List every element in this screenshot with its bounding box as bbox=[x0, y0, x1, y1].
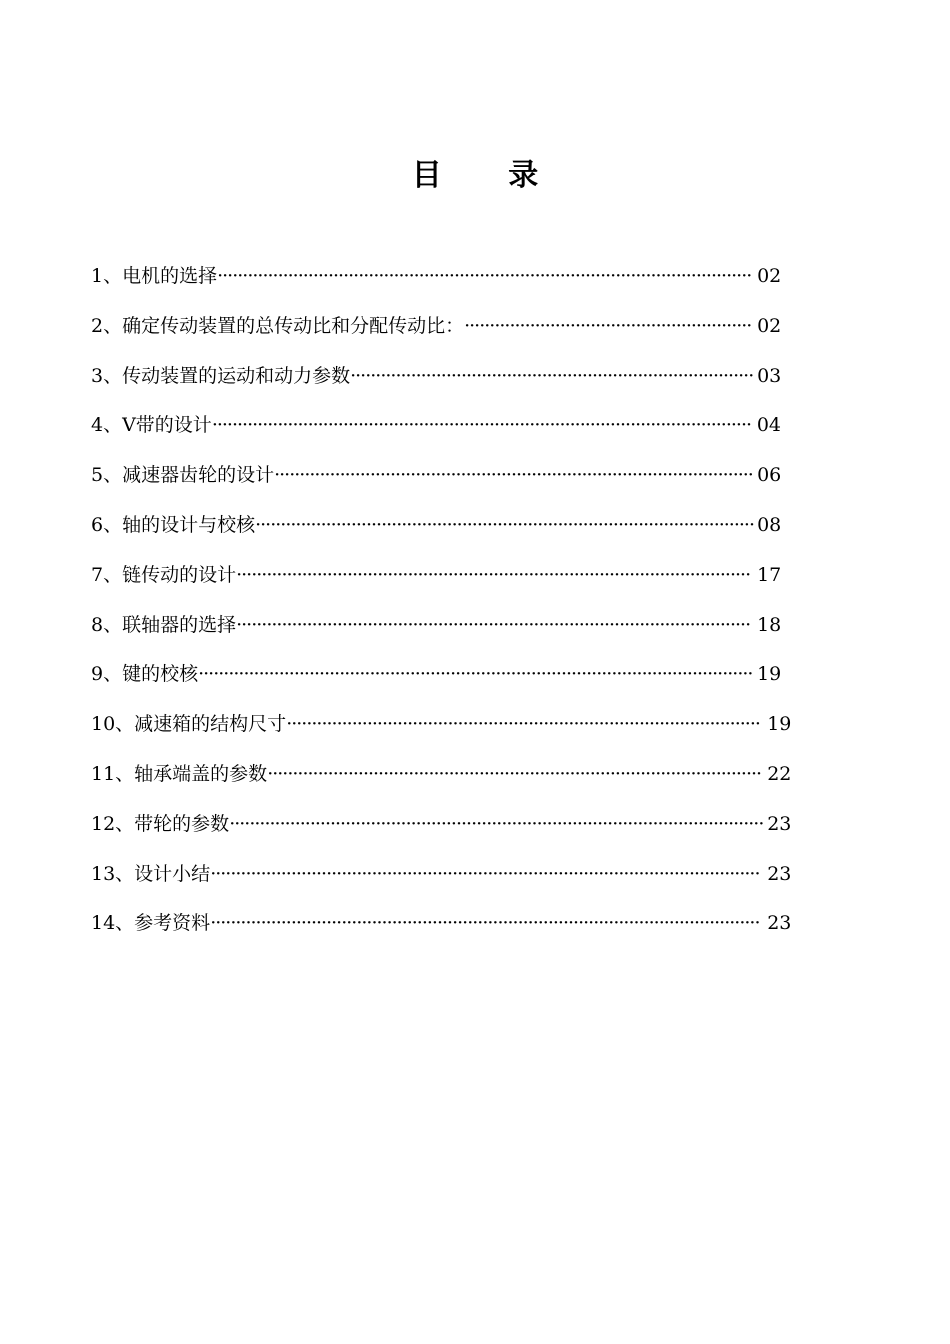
toc-entry-page: 23 bbox=[767, 862, 792, 885]
toc-entry-label: 10、减速箱的结构尺寸 bbox=[91, 713, 287, 736]
toc-entry-label: 3、传动装置的运动和动力参数 bbox=[91, 364, 351, 387]
toc-entry-label: 9、键的校核 bbox=[91, 663, 199, 686]
toc-entry[interactable] bbox=[91, 501, 791, 551]
toc-entry-page: 18 bbox=[757, 613, 782, 636]
toc-entry[interactable] bbox=[91, 899, 791, 949]
toc-entry-label: 7、链传动的设计 bbox=[91, 563, 237, 586]
toc-leader-dots: ·································································································· bbox=[267, 762, 762, 785]
toc-leader-dots: ············································································································· bbox=[210, 862, 760, 885]
toc-entry[interactable] bbox=[91, 451, 791, 501]
toc-leader-dots: ·········································································································· bbox=[217, 265, 752, 287]
toc-entry-page: 19 bbox=[757, 663, 782, 686]
toc-entry-page: 02 bbox=[757, 265, 782, 287]
toc-entry-label: 11、轴承端盖的参数 bbox=[91, 762, 268, 785]
toc-entry-page: 04 bbox=[756, 414, 781, 437]
toc-entry[interactable] bbox=[91, 750, 791, 800]
toc-entry-label: 12、带轮的参数 bbox=[91, 812, 230, 835]
toc-entry-page: 19 bbox=[767, 713, 792, 736]
toc-entry[interactable] bbox=[91, 850, 791, 900]
toc-entry-label: 2、确定传动装置的总传动比和分配传动比： bbox=[91, 314, 465, 337]
toc-entry-page: 23 bbox=[767, 812, 792, 835]
toc-leader-dots: ··································································································· bbox=[255, 513, 755, 536]
toc-entry-page: 02 bbox=[757, 314, 782, 337]
toc-entry-label: 8、联轴器的选择 bbox=[91, 613, 237, 636]
toc-entry-label: 4、V带的设计 bbox=[91, 414, 212, 437]
toc-entry[interactable] bbox=[91, 650, 791, 700]
toc-entry-page: 06 bbox=[757, 464, 782, 487]
toc-entry-page: 03 bbox=[757, 364, 782, 387]
toc-entry-page: 22 bbox=[767, 762, 792, 785]
toc-entry[interactable] bbox=[91, 800, 791, 850]
toc-entry[interactable] bbox=[91, 302, 791, 352]
toc-entry-label: 13、设计小结 bbox=[91, 862, 211, 885]
toc-entry[interactable] bbox=[91, 252, 791, 302]
page-title: 目 录 bbox=[411, 158, 567, 193]
toc-entry-label: 1、电机的选择 bbox=[91, 265, 218, 287]
toc-leader-dots: ················································································ bbox=[350, 364, 754, 387]
toc-entry[interactable] bbox=[91, 352, 791, 402]
toc-leader-dots: ······························································································· bbox=[274, 464, 753, 487]
toc-entry[interactable] bbox=[91, 401, 791, 451]
toc-entry-label: 5、减速器齿轮的设计 bbox=[91, 464, 275, 487]
toc-entry-label: 14、参考资料 bbox=[91, 912, 211, 935]
toc-leader-dots: ·········································································································· bbox=[229, 812, 764, 835]
toc-entry-page: 17 bbox=[757, 563, 782, 586]
toc-leader-dots: ······································································································ bbox=[236, 563, 751, 586]
toc-leader-dots: ············································································································· bbox=[210, 912, 760, 935]
toc-leader-dots: ······························································································ bbox=[286, 713, 760, 736]
table-of-contents bbox=[91, 252, 791, 949]
toc-leader-dots: ··········································································································· bbox=[211, 414, 752, 437]
toc-leader-dots: ······································································································ bbox=[236, 613, 751, 636]
toc-entry-page: 08 bbox=[757, 513, 782, 536]
toc-entry[interactable] bbox=[91, 700, 791, 750]
toc-entry[interactable] bbox=[91, 551, 791, 601]
toc-entry-label: 6、轴的设计与校核 bbox=[91, 513, 256, 536]
toc-leader-dots: ························································· bbox=[464, 314, 752, 337]
toc-entry[interactable] bbox=[91, 601, 791, 651]
toc-entry-page: 23 bbox=[767, 912, 792, 935]
toc-leader-dots: ·············································································································· bbox=[198, 663, 753, 686]
